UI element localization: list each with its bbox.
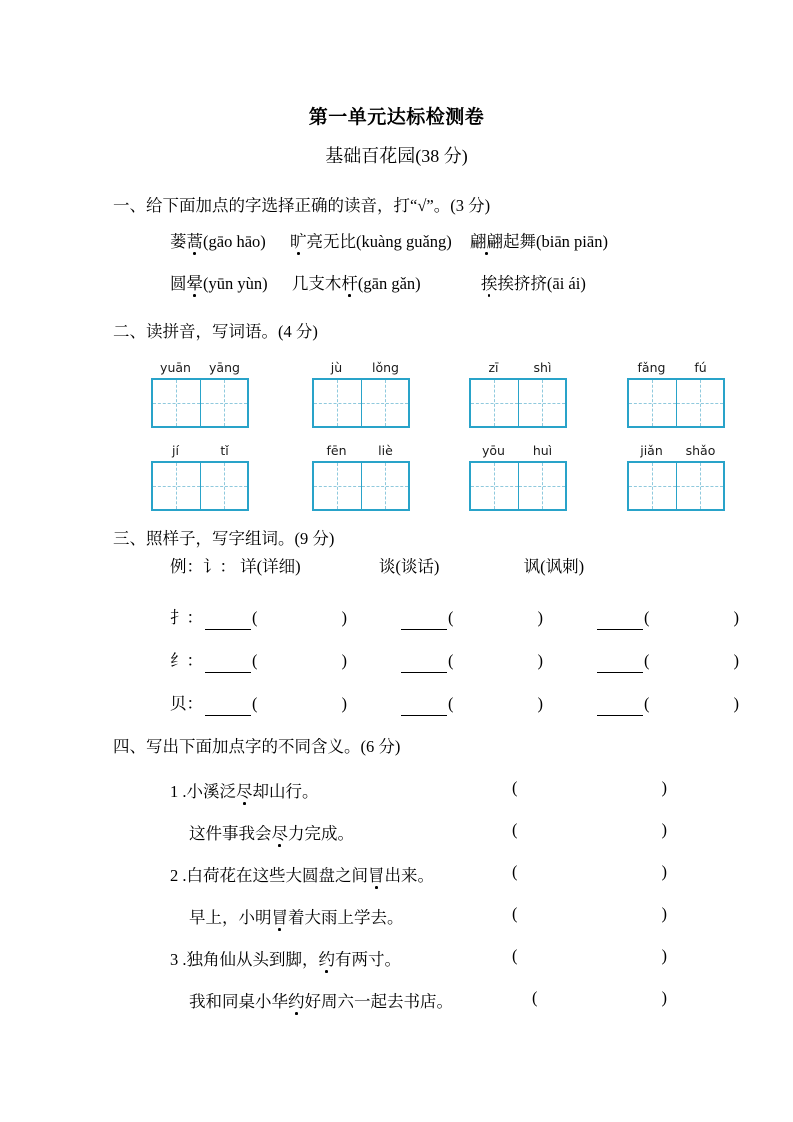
paren-open: ( bbox=[448, 608, 454, 627]
grid-cell[interactable] bbox=[314, 380, 361, 426]
writing-grid[interactable] bbox=[312, 378, 410, 428]
grid-cell[interactable] bbox=[153, 380, 200, 426]
example-item-3: 讽(讽刺) bbox=[523, 557, 585, 576]
dotted-char: 冒 bbox=[368, 862, 385, 886]
section-3-heading: 三、照样子，写字组词。(9 分) bbox=[113, 529, 335, 548]
tianzige-4 bbox=[627, 360, 725, 428]
pinyin-options[interactable]: (yūn yùn) bbox=[203, 274, 268, 293]
tianzige-5 bbox=[151, 443, 249, 511]
paren-open: ( bbox=[512, 820, 518, 839]
example-prefix: 例：讠： bbox=[170, 557, 236, 576]
section-2-heading: 二、读拼音，写词语。(4 分) bbox=[113, 322, 318, 341]
answer-blank[interactable] bbox=[401, 658, 447, 673]
writing-grid[interactable] bbox=[469, 461, 567, 511]
dotted-char: 挨 bbox=[481, 270, 498, 294]
answer-blank[interactable] bbox=[205, 701, 251, 716]
colon: ： bbox=[186, 608, 203, 627]
item-number: 3 . bbox=[170, 950, 187, 969]
q1-item-2: 旷亮无比(kuàng guǎng) bbox=[290, 232, 452, 251]
pinyin-label: yōu huì bbox=[482, 443, 553, 458]
grid-cell[interactable] bbox=[676, 380, 724, 426]
radical-label: 贝 bbox=[170, 694, 187, 713]
tianzige-6 bbox=[312, 443, 410, 511]
pinyin-options[interactable]: (kuàng guǎng) bbox=[356, 232, 452, 251]
answer-blank[interactable] bbox=[597, 658, 643, 673]
q1-item-3: 翩翩起舞(biān piān) bbox=[470, 232, 608, 251]
example-item-2: 谈(谈话) bbox=[378, 557, 440, 576]
paren-close: ) bbox=[661, 904, 667, 923]
q1-item-5: 几支木杆(gān gǎn) bbox=[292, 274, 421, 293]
paren-open: ( bbox=[252, 694, 258, 713]
grid-cell[interactable] bbox=[518, 463, 566, 509]
paren-close: ) bbox=[537, 694, 543, 713]
pinyin-options[interactable]: (āi ái) bbox=[546, 274, 586, 293]
dotted-char: 冒 bbox=[272, 904, 289, 928]
pinyin-label: jù lǒng bbox=[330, 360, 399, 375]
colon: ： bbox=[186, 651, 203, 670]
section-4-answer-3[interactable] bbox=[512, 862, 667, 882]
section-1-line-1 bbox=[170, 228, 608, 252]
example-item-1: 详(详细) bbox=[240, 557, 301, 576]
section-4-answer-4[interactable] bbox=[512, 904, 667, 924]
pinyin-options[interactable]: (gāo hāo) bbox=[203, 232, 266, 251]
item-number: 1 . bbox=[170, 782, 187, 801]
pinyin-label: fēn liè bbox=[326, 443, 393, 458]
paren-close: ) bbox=[661, 988, 667, 1007]
pinyin-options[interactable]: (biān piān) bbox=[536, 232, 608, 251]
section-4-item-5: 3 .独角仙从头到脚，约有两寸。 bbox=[170, 946, 401, 970]
answer-blank[interactable] bbox=[597, 615, 643, 630]
paren-open: ( bbox=[644, 608, 650, 627]
paren-open: ( bbox=[512, 946, 518, 965]
grid-cell[interactable] bbox=[629, 463, 676, 509]
dotted-char: 蒿 bbox=[187, 228, 204, 252]
paren-close: ) bbox=[661, 862, 667, 881]
paren-open: ( bbox=[252, 651, 258, 670]
radical-label: 扌 bbox=[170, 608, 187, 627]
section-1-heading: 一、给下面加点的字选择正确的读音，打“√”。(3 分) bbox=[113, 196, 491, 215]
paren-close: ) bbox=[537, 651, 543, 670]
dotted-char: 旷 bbox=[290, 228, 307, 252]
section-4-item-6: 我和同桌小华约好周六一起去书店。 bbox=[189, 988, 453, 1012]
dotted-char: 晕 bbox=[187, 270, 204, 294]
tianzige-1 bbox=[151, 360, 249, 428]
paren-open: ( bbox=[644, 694, 650, 713]
paren-open: ( bbox=[252, 608, 258, 627]
section-4-heading: 四、写出下面加点字的不同含义。(6 分) bbox=[113, 737, 401, 756]
paren-open: ( bbox=[448, 651, 454, 670]
pinyin-label: fǎng fú bbox=[637, 360, 707, 375]
grid-cell[interactable] bbox=[361, 463, 409, 509]
section-4-item-4: 早上，小明冒着大雨上学去。 bbox=[189, 904, 404, 928]
paren-open: ( bbox=[512, 778, 518, 797]
item-number: 2 . bbox=[170, 866, 187, 885]
paren-open: ( bbox=[512, 862, 518, 881]
paren-close: ) bbox=[733, 651, 739, 670]
writing-grid[interactable] bbox=[627, 461, 725, 511]
writing-grid[interactable] bbox=[469, 378, 567, 428]
paren-close: ) bbox=[341, 608, 347, 627]
writing-grid[interactable] bbox=[312, 461, 410, 511]
paren-close: ) bbox=[661, 820, 667, 839]
section-1-line-2 bbox=[170, 270, 586, 294]
tianzige-8 bbox=[627, 443, 725, 511]
paren-open: ( bbox=[644, 651, 650, 670]
pinyin-options[interactable]: (gān gǎn) bbox=[357, 274, 421, 293]
radical-label: 纟 bbox=[170, 651, 187, 670]
writing-grid[interactable] bbox=[151, 378, 249, 428]
q1-item-4: 圆晕(yūn yùn) bbox=[170, 274, 268, 293]
page-title: 第一单元达标检测卷 bbox=[308, 106, 485, 128]
tianzige-3 bbox=[469, 360, 567, 428]
grid-cell[interactable] bbox=[629, 380, 676, 426]
q1-item-6: 挨挨挤挤(āi ái) bbox=[481, 274, 586, 293]
dotted-char: 约 bbox=[288, 988, 305, 1012]
pinyin-label: jí tǐ bbox=[172, 443, 229, 458]
colon: ： bbox=[186, 694, 203, 713]
section-3-row-2 bbox=[170, 647, 739, 671]
grid-cell[interactable] bbox=[153, 463, 200, 509]
tianzige-7 bbox=[469, 443, 567, 511]
paren-close: ) bbox=[733, 694, 739, 713]
grid-cell[interactable] bbox=[361, 380, 409, 426]
section-4-answer-1[interactable] bbox=[512, 778, 667, 798]
q1-item-1: 蒌蒿(gāo hāo) bbox=[170, 232, 266, 251]
paren-close: ) bbox=[537, 608, 543, 627]
dotted-char: 翩翩 bbox=[470, 228, 503, 252]
writing-grid[interactable] bbox=[151, 461, 249, 511]
grid-cell[interactable] bbox=[314, 463, 361, 509]
section-3-row-1 bbox=[170, 604, 739, 628]
section-3-row-3 bbox=[170, 690, 739, 714]
dotted-char: 尽 bbox=[236, 778, 253, 802]
section-4-answer-6[interactable] bbox=[532, 988, 667, 1008]
writing-grid[interactable] bbox=[627, 378, 725, 428]
section-4-item-2: 这件事我会尽力完成。 bbox=[189, 820, 354, 844]
page-subtitle: 基础百花园(38 分) bbox=[325, 146, 468, 166]
dotted-char: 杆 bbox=[341, 270, 358, 294]
answer-blank[interactable] bbox=[401, 615, 447, 630]
grid-cell[interactable] bbox=[676, 463, 724, 509]
paren-close: ) bbox=[661, 778, 667, 797]
answer-blank[interactable] bbox=[205, 658, 251, 673]
tianzige-2 bbox=[312, 360, 410, 428]
grid-cell[interactable] bbox=[471, 380, 518, 426]
dotted-char: 约 bbox=[319, 946, 336, 970]
grid-cell[interactable] bbox=[200, 380, 248, 426]
grid-cell[interactable] bbox=[471, 463, 518, 509]
dotted-char: 尽 bbox=[272, 820, 289, 844]
section-4-item-1: 1 .小溪泛尽却山行。 bbox=[170, 778, 319, 802]
answer-blank[interactable] bbox=[597, 701, 643, 716]
paren-close: ) bbox=[341, 694, 347, 713]
section-4-item-3: 2 .白荷花在这些大圆盘之间冒出来。 bbox=[170, 862, 434, 886]
answer-blank[interactable] bbox=[205, 615, 251, 630]
paren-open: ( bbox=[448, 694, 454, 713]
answer-blank[interactable] bbox=[401, 701, 447, 716]
paren-close: ) bbox=[341, 651, 347, 670]
pinyin-label: zī shì bbox=[488, 360, 552, 375]
pinyin-label: jiǎn shǎo bbox=[640, 443, 716, 458]
paren-open: ( bbox=[532, 988, 538, 1007]
section-4-answer-5[interactable] bbox=[512, 946, 667, 966]
section-4-answer-2[interactable] bbox=[512, 820, 667, 840]
paren-close: ) bbox=[661, 946, 667, 965]
paren-open: ( bbox=[512, 904, 518, 923]
grid-cell[interactable] bbox=[518, 380, 566, 426]
section-3-example bbox=[170, 553, 584, 577]
pinyin-label: yuān yāng bbox=[160, 360, 240, 375]
paren-close: ) bbox=[733, 608, 739, 627]
grid-cell[interactable] bbox=[200, 463, 248, 509]
